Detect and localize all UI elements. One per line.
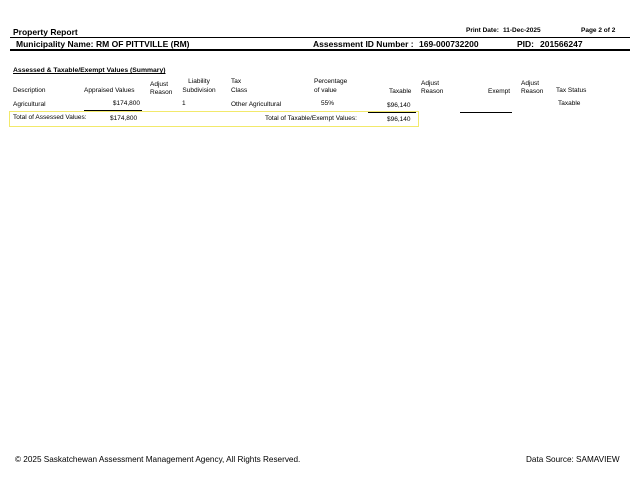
- total-taxable-exempt-label: Total of Taxable/Exempt Values:: [265, 115, 357, 122]
- row-tax-status: Taxable: [558, 100, 581, 107]
- col-adjust-reason-1: Adjust Reason: [150, 81, 173, 96]
- footer-data-source: Data Source: SAMAVIEW: [526, 455, 620, 464]
- col-taxable: Taxable: [389, 88, 412, 95]
- row-taxable-value: $96,140: [387, 102, 411, 109]
- total-taxable-value: $96,140: [387, 116, 411, 123]
- col-appraised-values: Appraised Values: [84, 87, 135, 94]
- assessment-id-label: Assessment ID Number :: [313, 39, 414, 49]
- report-title: Property Report: [13, 27, 78, 37]
- row-description: Agricultural: [13, 101, 46, 108]
- municipality-label: Municipality Name:: [16, 39, 94, 49]
- col-percentage-of-value: Percentage of value: [314, 78, 348, 94]
- header-bottom-rule: [10, 49, 630, 51]
- municipality-value: RM OF PITTVILLE (RM): [96, 39, 190, 49]
- col-tax-class: Tax Class: [231, 78, 248, 94]
- col-adjust-reason-2: Adjust Reason: [421, 80, 444, 95]
- row-liability-subdivision: 1: [182, 100, 186, 107]
- header-top-rule: [10, 37, 630, 38]
- col-liability-subdivision: Liability Subdivision: [182, 78, 216, 94]
- total-assessed-label: Total of Assessed Values:: [13, 114, 87, 121]
- page-indicator: Page 2 of 2: [581, 27, 616, 34]
- total-assessed-value: $174,800: [110, 115, 138, 122]
- row-percentage: 55%: [321, 100, 335, 107]
- assessment-id-value: 169-000732200: [419, 39, 479, 49]
- print-date-label: Print Date:: [466, 27, 499, 34]
- footer-copyright: © 2025 Saskatchewan Assessment Management Agency, All Rights Reserved.: [15, 455, 301, 464]
- col-adjust-reason-3: Adjust Reason: [521, 80, 544, 95]
- exempt-total-rule: [460, 112, 512, 113]
- section-title: Assessed & Taxable/Exempt Values (Summary): [13, 67, 166, 74]
- col-description: Description: [13, 87, 46, 94]
- pid-label: PID:: [517, 39, 534, 49]
- col-tax-status: Tax Status: [556, 87, 587, 94]
- col-exempt: Exempt: [488, 88, 511, 95]
- row-appraised-value: $174,800: [112, 100, 140, 107]
- print-date-value: 11-Dec-2025: [503, 27, 541, 34]
- row-tax-class: Other Agricultural: [231, 101, 282, 108]
- pid-value: 201566247: [540, 39, 583, 49]
